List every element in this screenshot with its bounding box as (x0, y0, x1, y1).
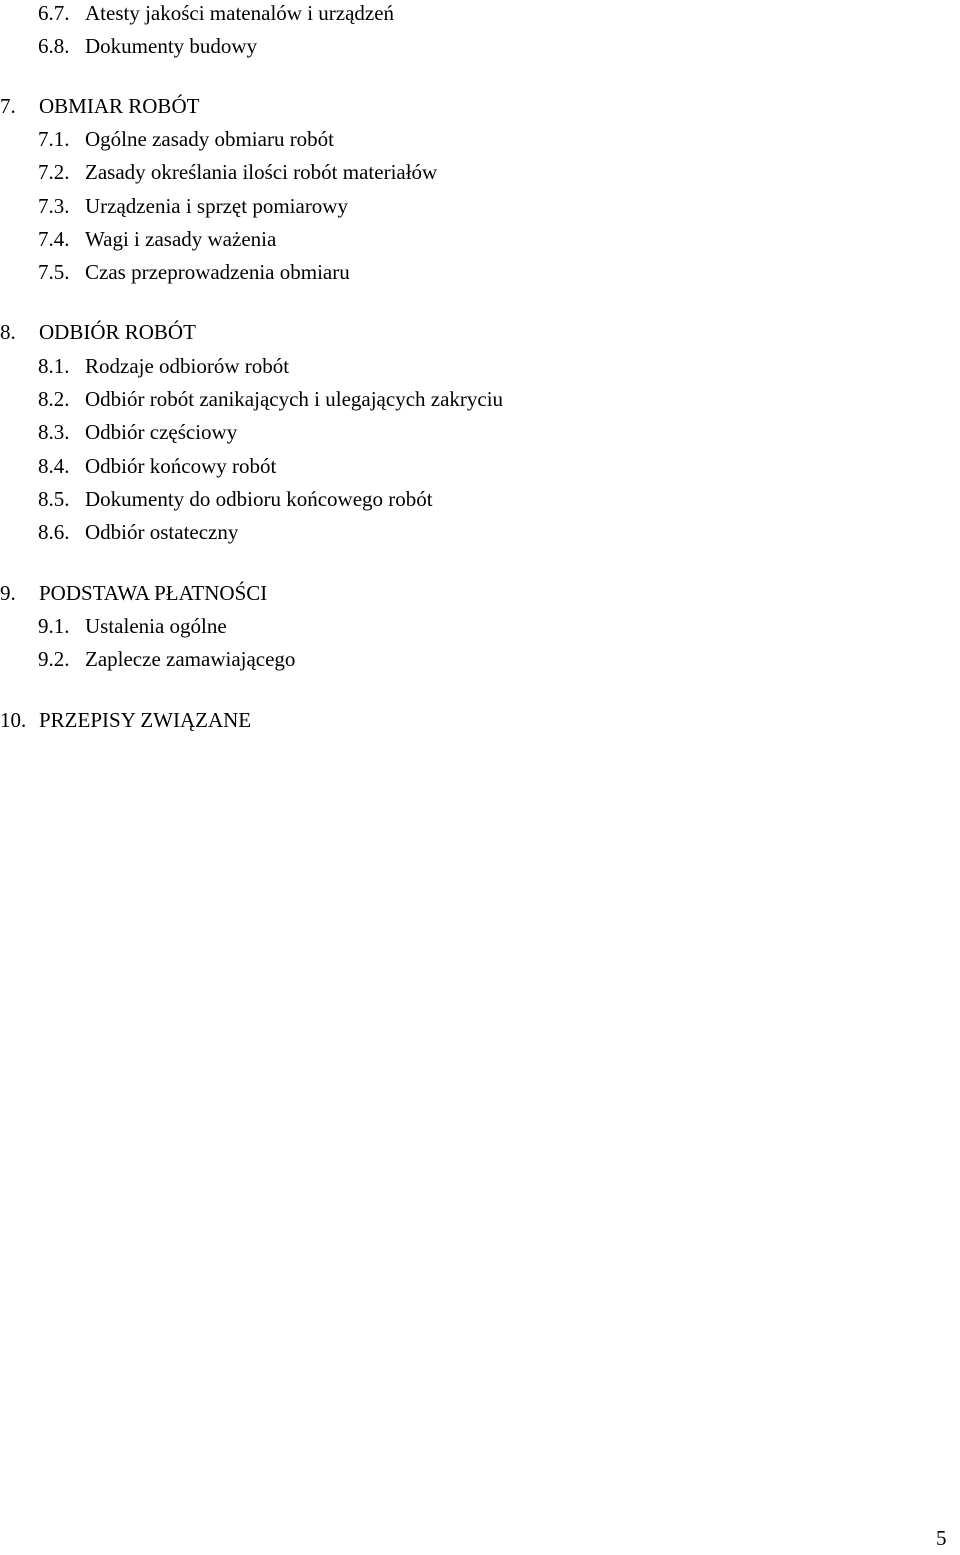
toc-item-number: 8.3. (38, 420, 70, 444)
toc-item-number: 9.1. (38, 614, 70, 638)
toc-item-title: PODSTAWA PŁATNOŚCI (39, 581, 268, 605)
toc-item (38, 456, 276, 477)
toc-item-number: 8.1. (38, 354, 70, 378)
toc-item-number: 6.8. (38, 34, 70, 58)
toc-item-number: 7.4. (38, 227, 70, 251)
toc-item-number: 8.6. (38, 520, 70, 544)
toc-item-number: 9. (0, 581, 16, 605)
toc-item-title: Zaplecze zamawiającego (85, 647, 296, 671)
toc-item-title: Zasady określania ilości robót materiałów (85, 160, 438, 184)
toc-item-number: 7.1. (38, 127, 70, 151)
toc-item-title: Czas przeprowadzenia obmiaru (85, 260, 350, 284)
toc-item-title: ODBIÓR ROBÓT (39, 320, 196, 344)
toc-item-title: OBMIAR ROBÓT (39, 94, 200, 118)
toc-item (38, 616, 227, 637)
toc-item-title: Dokumenty budowy (85, 34, 258, 58)
toc-item-title: Odbiór końcowy robót (85, 454, 277, 478)
toc-item-number: 8. (0, 320, 16, 344)
toc-item-title: Odbiór ostateczny (85, 520, 239, 544)
toc-item (38, 489, 433, 510)
toc-item-number: 8.4. (38, 454, 70, 478)
toc-item-number: 10. (0, 708, 27, 732)
toc-item (38, 36, 257, 57)
toc-item (38, 649, 295, 670)
page-number: 5 (936, 1526, 947, 1550)
toc-item-title: Atesty jakości matenalów i urządzeń (85, 1, 395, 25)
toc-item (38, 129, 334, 150)
toc-item-title: Urządzenia i sprzęt pomiarowy (85, 194, 348, 218)
toc-item-number: 7.2. (38, 160, 70, 184)
toc-item (38, 389, 503, 410)
toc-item-number: 8.5. (38, 487, 70, 511)
toc-item-number: 7.5. (38, 260, 70, 284)
toc-item-title: Odbiór częściowy (85, 420, 238, 444)
toc-item-number: 7. (0, 94, 16, 118)
toc-item (38, 196, 348, 217)
toc-item (38, 3, 394, 24)
toc-item-number: 6.7. (38, 1, 70, 25)
toc-item (38, 262, 350, 283)
toc-item-title: PRZEPISY ZWIĄZANE (39, 708, 252, 732)
toc-item (38, 162, 437, 183)
toc-section-heading (0, 583, 267, 604)
toc-item-title: Ogólne zasady obmiaru robót (85, 127, 335, 151)
toc-item (38, 422, 237, 443)
toc-section-heading (0, 710, 251, 731)
toc-item (38, 522, 238, 543)
toc-section-heading (0, 322, 196, 343)
toc-item-number: 7.3. (38, 194, 70, 218)
toc-item-title: Wagi i zasady ważenia (85, 227, 277, 251)
toc-item-number: 9.2. (38, 647, 70, 671)
toc-item (38, 356, 289, 377)
toc-item-number: 8.2. (38, 387, 70, 411)
toc-section-heading (0, 96, 199, 117)
toc-item (38, 229, 276, 250)
toc-item-title: Odbiór robót zanikających i ulegających zakryciu (85, 387, 504, 411)
toc-item-title: Dokumenty do odbioru końcowego robót (85, 487, 433, 511)
toc-item-title: Ustalenia ogólne (85, 614, 227, 638)
toc-item-title: Rodzaje odbiorów robót (85, 354, 290, 378)
